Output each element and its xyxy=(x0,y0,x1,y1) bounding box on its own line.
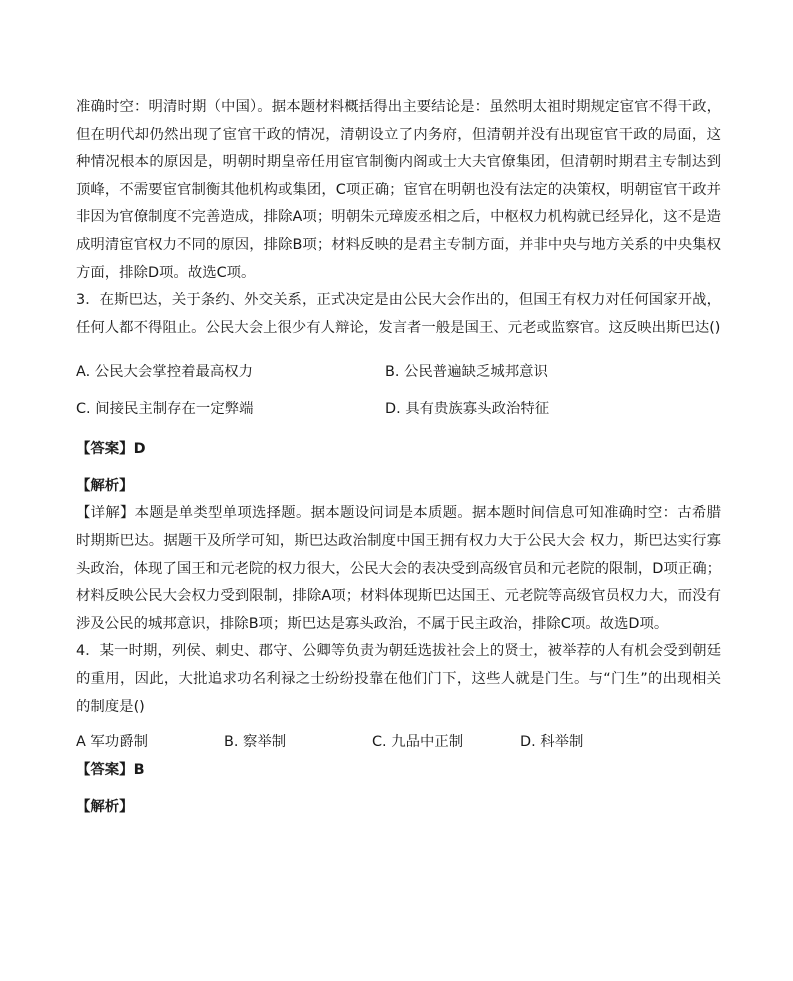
q4-answer-value: B xyxy=(133,762,145,779)
q3-option-a: A. 公民大会掌控着最高权力 xyxy=(76,364,254,381)
q4-option-c: C. 九品中正制 xyxy=(372,734,464,751)
q4-answer xyxy=(76,760,721,780)
question-3 xyxy=(76,287,721,638)
q4-answer-label: 【答案】 xyxy=(76,762,134,779)
q4-options xyxy=(76,728,721,756)
q3-option-b: B. 公民普遍缺乏城邦意识 xyxy=(385,364,548,381)
question-4 xyxy=(76,638,721,817)
q3-stem: 3．在斯巴达，关于条约、外交关系，正式决定是由公民大会作出的，但国王有权力对任何国家开战，任何人都不得阻止。公民大会上很少有人辩论，发言者一般是国王、元老或监察官。这反映出斯巴达() xyxy=(76,292,721,336)
q4-option-b: B. 察举制 xyxy=(224,734,287,751)
q3-option-c: C. 间接民主制存在一定弊端 xyxy=(76,401,254,418)
q3-answer xyxy=(76,439,721,459)
q4-option-a: A 军功爵制 xyxy=(76,734,148,751)
q2-explanation-text: 准确时空：明清时期（中国）。据本题材料概括得出主要结论是：虽然明太祖时期规定宦官不得干政，但在明代却仍然出现了宦官干政的情况，清朝设立了内务府，但清朝并没有出现宦官干政的局面，这种情况根本的原因是，明朝时期皇帝任用宦官制衡内阁或士大夫官僚集团，但清朝时期君主专制达到顶峰，不需要宦官制衡其他机构或集团，C项正确；宦官在明朝也没有法定的决策权，明朝宦官干政并非因为官僚制度不完善造成，排除A项；明朝朱元璋废丞相之后，中枢权力机构就已经异化，这不是造成明清宦官权力不同的原因，排除B项；材料反映的是君主专制方面，并非中央与地方关系的中央集权方面，排除D项。故选C项。 xyxy=(76,99,721,281)
q3-answer-label: 【答案】 xyxy=(76,441,134,458)
q3-analysis-label: 【解析】 xyxy=(76,478,134,495)
q3-options xyxy=(76,354,721,428)
q4-stem: 4．某一时期，列侯、刺史、郡守、公卿等负责为朝廷选拔社会上的贤士，被举荐的人有机会受到朝廷的重用，因此，大批追求功名利禄之士纷纷投靠在他们门下，这些人就是门生。与“门生”的出现相关的制度是() xyxy=(76,643,721,715)
q4-option-d: D. 科举制 xyxy=(520,734,584,751)
q3-answer-value: D xyxy=(133,441,146,458)
q3-option-d: D. 具有贵族寡头政治特征 xyxy=(385,401,550,418)
q3-detail-text: 【详解】本题是单类型单项选择题。据本题设问词是本质题。据本题时间信息可知准确时空：古希腊时期斯巴达。据题干及所学可知，斯巴达政治制度中国王拥有权力大于公民大会 权力，斯巴达实行寡头政治，体现了国王和元老院的权力很大，公民大会的表决受到高级官员和元老院的限制，D项正确；材料反映公民大会权力受到限制，排除A项；材料体现斯巴达国王、元老院等高级官员权力大，而没有涉及公民的城邦意识，排除B项；斯巴达是寡头政治，不属于民主政治，排除C项。故选D项。 xyxy=(76,505,721,632)
q4-analysis-label: 【解析】 xyxy=(76,799,134,816)
